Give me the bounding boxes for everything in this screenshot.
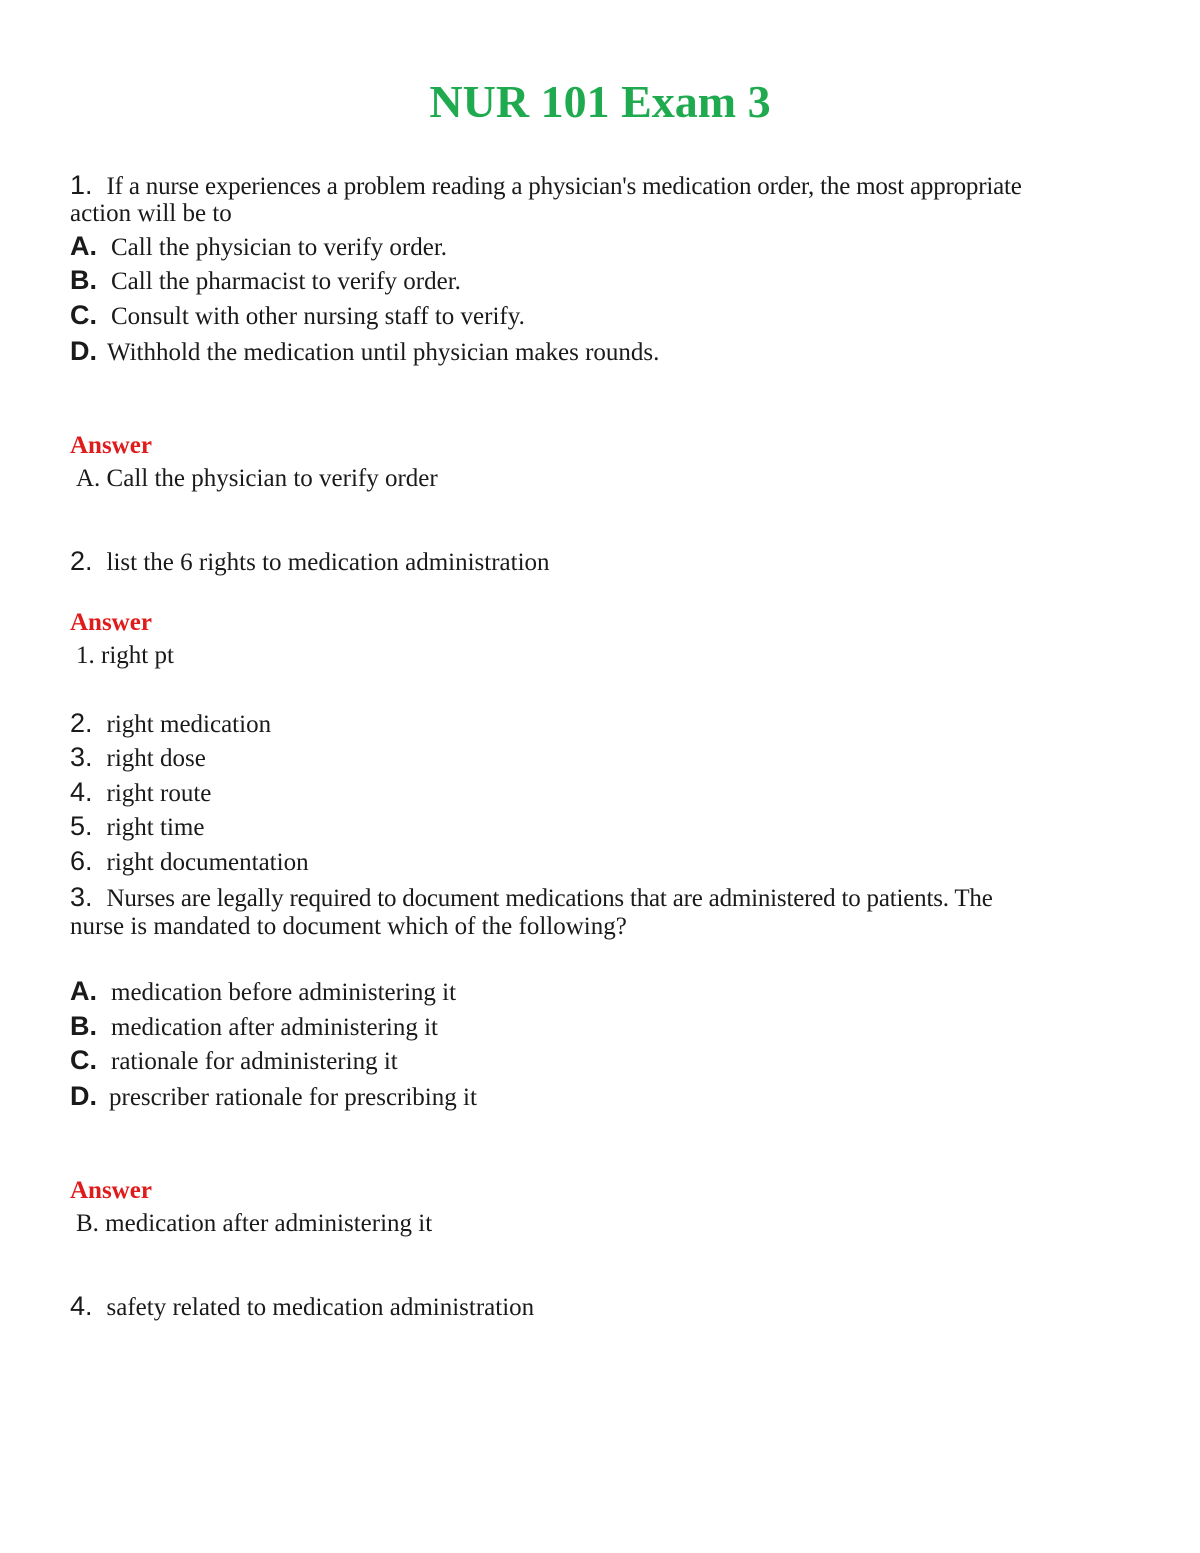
answer-text: 1. right pt xyxy=(76,642,174,669)
question-3 xyxy=(70,882,993,914)
list-item xyxy=(70,811,204,843)
answer-text: A. Call the physician to verify order xyxy=(76,465,438,492)
option-text: rationale for administering it xyxy=(111,1048,398,1075)
option-letter: A. xyxy=(70,231,97,261)
list-text: right medication xyxy=(106,711,272,738)
answer-label: Answer xyxy=(70,432,152,459)
answer-label: Answer xyxy=(70,1177,152,1204)
list-number: 2. xyxy=(70,708,93,738)
option-text: Withhold the medication until physician makes rounds. xyxy=(107,339,660,366)
question-1-continued xyxy=(70,199,232,229)
list-number: 3. xyxy=(70,742,93,772)
question-number: 3. xyxy=(70,882,93,912)
option-d xyxy=(70,336,659,368)
list-text: right dose xyxy=(106,745,206,772)
option-letter: C. xyxy=(70,1045,97,1075)
option-b xyxy=(70,265,461,297)
list-number: 4. xyxy=(70,777,93,807)
question-number: 4. xyxy=(70,1291,93,1321)
option-letter: B. xyxy=(70,1011,97,1041)
question-number: 2. xyxy=(70,546,93,576)
question-number: 1. xyxy=(70,170,93,200)
option-letter: D. xyxy=(70,1081,97,1111)
list-item xyxy=(70,708,271,740)
list-text: right route xyxy=(106,780,212,807)
option-a xyxy=(70,231,447,263)
list-item xyxy=(70,846,309,878)
page-title: NUR 101 Exam 3 xyxy=(429,76,771,127)
answer-text: B. medication after administering it xyxy=(76,1210,433,1237)
option-text: Call the pharmacist to verify order. xyxy=(111,268,461,295)
question-1 xyxy=(70,170,1022,202)
question-text: nurse is mandated to document which of the following? xyxy=(70,913,627,940)
option-letter: A. xyxy=(70,976,97,1006)
option-letter: C. xyxy=(70,300,97,330)
option-a xyxy=(70,976,456,1008)
option-c xyxy=(70,1045,398,1077)
question-text: Nurses are legally required to document medications that are administered to patients. The xyxy=(106,885,993,912)
question-text: safety related to medication administration xyxy=(106,1294,535,1321)
question-text: list the 6 rights to medication administration xyxy=(106,549,550,576)
question-text: action will be to xyxy=(70,200,232,227)
option-text: medication after administering it xyxy=(111,1014,438,1041)
list-text: right documentation xyxy=(106,849,309,876)
option-letter: D. xyxy=(70,336,97,366)
list-item xyxy=(70,742,206,774)
list-number: 5. xyxy=(70,811,93,841)
option-letter: B. xyxy=(70,265,97,295)
question-4 xyxy=(70,1291,534,1323)
option-text: Consult with other nursing staff to verify. xyxy=(111,303,525,330)
question-3-continued xyxy=(70,912,627,942)
question-text: If a nurse experiences a problem reading a physician's medication order, the most appropriate xyxy=(106,173,1022,200)
option-b xyxy=(70,1011,438,1043)
option-text: prescriber rationale for prescribing it xyxy=(109,1084,477,1111)
list-item xyxy=(70,777,211,809)
option-text: Call the physician to verify order. xyxy=(111,234,448,261)
list-number: 6. xyxy=(70,846,93,876)
answer-label: Answer xyxy=(70,609,152,636)
option-c xyxy=(70,300,525,332)
option-d xyxy=(70,1081,477,1113)
option-text: medication before administering it xyxy=(111,979,457,1006)
question-2 xyxy=(70,546,550,578)
list-text: right time xyxy=(106,814,205,841)
